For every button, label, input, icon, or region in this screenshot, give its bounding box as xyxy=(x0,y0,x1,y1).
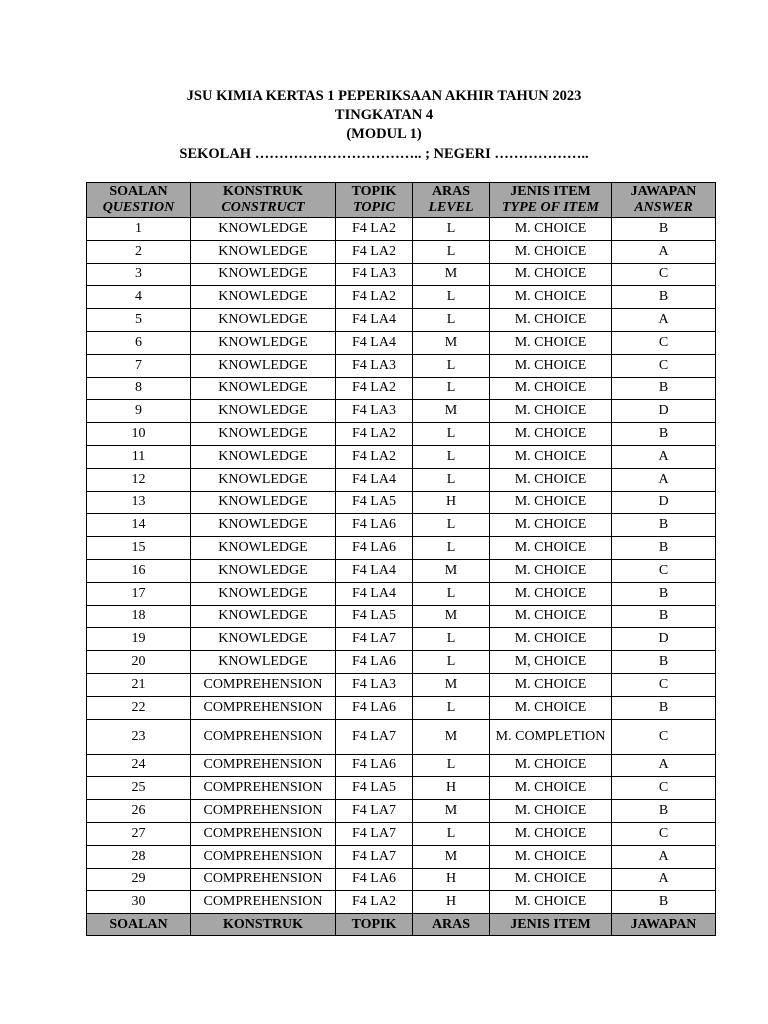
construct-cell: KNOWLEDGE xyxy=(191,559,336,582)
construct-cell: KNOWLEDGE xyxy=(191,218,336,241)
topic-cell: F4 LA2 xyxy=(336,286,413,309)
item-type-cell: M. CHOICE xyxy=(490,377,612,400)
construct-cell: KNOWLEDGE xyxy=(191,423,336,446)
header-topic xyxy=(336,183,413,218)
header-item-type xyxy=(490,183,612,218)
question-number-cell: 5 xyxy=(87,309,191,332)
item-type-cell: M. CHOICE xyxy=(490,400,612,423)
construct-cell: KNOWLEDGE xyxy=(191,309,336,332)
answer-cell: C xyxy=(612,673,716,696)
answer-cell: D xyxy=(612,491,716,514)
topic-cell: F4 LA4 xyxy=(336,468,413,491)
answer-cell: B xyxy=(612,377,716,400)
answer-cell: B xyxy=(612,537,716,560)
table-row xyxy=(87,891,716,914)
topic-cell: F4 LA4 xyxy=(336,331,413,354)
item-type-cell: M. CHOICE xyxy=(490,696,612,719)
level-cell: H xyxy=(413,491,490,514)
header-level xyxy=(413,183,490,218)
level-cell: M xyxy=(413,719,490,754)
level-cell: L xyxy=(413,754,490,777)
level-cell: M xyxy=(413,845,490,868)
answer-cell: A xyxy=(612,754,716,777)
construct-cell: COMPREHENSION xyxy=(191,845,336,868)
topic-cell: F4 LA2 xyxy=(336,423,413,446)
topic-cell: F4 LA6 xyxy=(336,754,413,777)
topic-cell: F4 LA3 xyxy=(336,263,413,286)
level-cell: L xyxy=(413,582,490,605)
answer-cell: C xyxy=(612,263,716,286)
table-row xyxy=(87,263,716,286)
question-number-cell: 24 xyxy=(87,754,191,777)
footer-item-type: JENIS ITEM xyxy=(490,914,612,936)
item-type-cell: M. CHOICE xyxy=(490,240,612,263)
header-label-en: TOPIC xyxy=(353,200,395,215)
header-label: KONSTRUK xyxy=(222,184,304,199)
table-row xyxy=(87,754,716,777)
topic-cell: F4 LA3 xyxy=(336,354,413,377)
level-cell: M xyxy=(413,800,490,823)
header-construct xyxy=(191,183,336,218)
header-label-en: TYPE OF ITEM xyxy=(502,200,599,215)
question-number-cell: 30 xyxy=(87,891,191,914)
topic-cell: F4 LA2 xyxy=(336,891,413,914)
topic-cell: F4 LA7 xyxy=(336,628,413,651)
footer-answer: JAWAPAN xyxy=(612,914,716,936)
table-footer-row xyxy=(87,914,716,936)
topic-cell: F4 LA4 xyxy=(336,582,413,605)
question-number-cell: 4 xyxy=(87,286,191,309)
header-label-en: ANSWER xyxy=(634,200,693,215)
construct-cell: COMPREHENSION xyxy=(191,719,336,754)
form-level: TINGKATAN 4 xyxy=(334,107,434,123)
item-type-cell: M. CHOICE xyxy=(490,822,612,845)
table-row xyxy=(87,377,716,400)
table-row xyxy=(87,445,716,468)
question-number-cell: 18 xyxy=(87,605,191,628)
topic-cell: F4 LA2 xyxy=(336,218,413,241)
question-number-cell: 29 xyxy=(87,868,191,891)
item-type-cell: M. CHOICE xyxy=(490,891,612,914)
answer-cell: A xyxy=(612,240,716,263)
jsu-table xyxy=(86,182,716,936)
construct-cell: KNOWLEDGE xyxy=(191,628,336,651)
item-type-cell: M. CHOICE xyxy=(490,605,612,628)
answer-cell: B xyxy=(612,891,716,914)
question-number-cell: 6 xyxy=(87,331,191,354)
header-question xyxy=(87,183,191,218)
question-number-cell: 20 xyxy=(87,651,191,674)
item-type-cell: M. CHOICE xyxy=(490,309,612,332)
item-type-cell: M. CHOICE xyxy=(490,582,612,605)
question-number-cell: 1 xyxy=(87,218,191,241)
question-number-cell: 16 xyxy=(87,559,191,582)
item-type-cell: M. CHOICE xyxy=(490,423,612,446)
item-type-cell: M. CHOICE xyxy=(490,445,612,468)
construct-cell: KNOWLEDGE xyxy=(191,263,336,286)
table-row xyxy=(87,240,716,263)
topic-cell: F4 LA6 xyxy=(336,651,413,674)
question-number-cell: 12 xyxy=(87,468,191,491)
table-row xyxy=(87,309,716,332)
level-cell: L xyxy=(413,514,490,537)
topic-cell: F4 LA5 xyxy=(336,605,413,628)
table-row xyxy=(87,331,716,354)
header-answer xyxy=(612,183,716,218)
construct-cell: KNOWLEDGE xyxy=(191,445,336,468)
topic-cell: F4 LA3 xyxy=(336,673,413,696)
item-type-cell: M. CHOICE xyxy=(490,491,612,514)
header-label-en: LEVEL xyxy=(428,200,474,215)
table-row xyxy=(87,582,716,605)
module-label: (MODUL 1) xyxy=(346,126,422,142)
topic-cell: F4 LA7 xyxy=(336,822,413,845)
question-number-cell: 11 xyxy=(87,445,191,468)
table-row xyxy=(87,468,716,491)
footer-topic: TOPIK xyxy=(336,914,413,936)
construct-cell: COMPREHENSION xyxy=(191,868,336,891)
construct-cell: KNOWLEDGE xyxy=(191,514,336,537)
topic-cell: F4 LA3 xyxy=(336,400,413,423)
construct-cell: COMPREHENSION xyxy=(191,822,336,845)
answer-cell: B xyxy=(612,286,716,309)
table-row xyxy=(87,537,716,560)
header-label: ARAS xyxy=(431,184,471,199)
level-cell: M xyxy=(413,673,490,696)
construct-cell: COMPREHENSION xyxy=(191,777,336,800)
header-label: TOPIK xyxy=(351,184,397,199)
header-label: SOALAN xyxy=(109,184,168,199)
answer-cell: B xyxy=(612,800,716,823)
table-row xyxy=(87,423,716,446)
document-title: JSU KIMIA KERTAS 1 PEPERIKSAAN AKHIR TAHUN 2023 xyxy=(186,88,582,104)
construct-cell: KNOWLEDGE xyxy=(191,537,336,560)
construct-cell: KNOWLEDGE xyxy=(191,468,336,491)
level-cell: H xyxy=(413,868,490,891)
question-number-cell: 26 xyxy=(87,800,191,823)
construct-cell: KNOWLEDGE xyxy=(191,651,336,674)
answer-cell: C xyxy=(612,559,716,582)
answer-cell: B xyxy=(612,696,716,719)
construct-cell: KNOWLEDGE xyxy=(191,377,336,400)
level-cell: H xyxy=(413,891,490,914)
construct-cell: KNOWLEDGE xyxy=(191,400,336,423)
answer-cell: C xyxy=(612,719,716,754)
item-type-cell: M. CHOICE xyxy=(490,673,612,696)
answer-cell: C xyxy=(612,331,716,354)
question-number-cell: 3 xyxy=(87,263,191,286)
answer-cell: D xyxy=(612,400,716,423)
table-row xyxy=(87,218,716,241)
question-number-cell: 25 xyxy=(87,777,191,800)
construct-cell: COMPREHENSION xyxy=(191,696,336,719)
header-label: JENIS ITEM xyxy=(510,184,591,199)
item-type-cell: M. CHOICE xyxy=(490,845,612,868)
topic-cell: F4 LA5 xyxy=(336,777,413,800)
topic-cell: F4 LA2 xyxy=(336,445,413,468)
level-cell: L xyxy=(413,377,490,400)
table-row xyxy=(87,845,716,868)
construct-cell: KNOWLEDGE xyxy=(191,582,336,605)
level-cell: L xyxy=(413,423,490,446)
level-cell: M xyxy=(413,559,490,582)
question-number-cell: 27 xyxy=(87,822,191,845)
header-label: JAWAPAN xyxy=(630,184,697,199)
topic-cell: F4 LA7 xyxy=(336,719,413,754)
table-body xyxy=(87,218,716,914)
construct-cell: COMPREHENSION xyxy=(191,754,336,777)
table-header-row xyxy=(87,183,716,218)
answer-cell: A xyxy=(612,845,716,868)
table-row xyxy=(87,605,716,628)
level-cell: L xyxy=(413,286,490,309)
topic-cell: F4 LA7 xyxy=(336,845,413,868)
item-type-cell: M. CHOICE xyxy=(490,628,612,651)
answer-cell: B xyxy=(612,423,716,446)
table-row xyxy=(87,514,716,537)
level-cell: L xyxy=(413,651,490,674)
construct-cell: COMPREHENSION xyxy=(191,800,336,823)
table-row xyxy=(87,354,716,377)
level-cell: M xyxy=(413,331,490,354)
level-cell: L xyxy=(413,240,490,263)
table-row xyxy=(87,800,716,823)
answer-cell: B xyxy=(612,514,716,537)
table-row xyxy=(87,286,716,309)
answer-cell: B xyxy=(612,605,716,628)
question-number-cell: 28 xyxy=(87,845,191,868)
construct-cell: KNOWLEDGE xyxy=(191,491,336,514)
question-number-cell: 21 xyxy=(87,673,191,696)
item-type-cell: M. CHOICE xyxy=(490,286,612,309)
construct-cell: KNOWLEDGE xyxy=(191,331,336,354)
topic-cell: F4 LA6 xyxy=(336,868,413,891)
item-type-cell: M. CHOICE xyxy=(490,263,612,286)
construct-cell: KNOWLEDGE xyxy=(191,286,336,309)
item-type-cell: M. CHOICE xyxy=(490,468,612,491)
answer-cell: B xyxy=(612,651,716,674)
level-cell: L xyxy=(413,445,490,468)
topic-cell: F4 LA6 xyxy=(336,514,413,537)
question-number-cell: 7 xyxy=(87,354,191,377)
level-cell: L xyxy=(413,309,490,332)
table-row xyxy=(87,559,716,582)
level-cell: L xyxy=(413,822,490,845)
level-cell: L xyxy=(413,218,490,241)
topic-cell: F4 LA6 xyxy=(336,696,413,719)
topic-cell: F4 LA7 xyxy=(336,800,413,823)
question-number-cell: 19 xyxy=(87,628,191,651)
construct-cell: COMPREHENSION xyxy=(191,673,336,696)
level-cell: L xyxy=(413,537,490,560)
topic-cell: F4 LA2 xyxy=(336,377,413,400)
question-number-cell: 9 xyxy=(87,400,191,423)
question-number-cell: 2 xyxy=(87,240,191,263)
construct-cell: KNOWLEDGE xyxy=(191,354,336,377)
answer-cell: A xyxy=(612,868,716,891)
table-row xyxy=(87,777,716,800)
answer-cell: B xyxy=(612,582,716,605)
header-label-en: CONSTRUCT xyxy=(221,200,305,215)
topic-cell: F4 LA6 xyxy=(336,537,413,560)
item-type-cell: M. CHOICE xyxy=(490,754,612,777)
construct-cell: KNOWLEDGE xyxy=(191,605,336,628)
answer-cell: A xyxy=(612,309,716,332)
item-type-cell: M. CHOICE xyxy=(490,218,612,241)
table-row xyxy=(87,719,716,754)
topic-cell: F4 LA2 xyxy=(336,240,413,263)
answer-cell: B xyxy=(612,218,716,241)
footer-level: ARAS xyxy=(413,914,490,936)
question-number-cell: 13 xyxy=(87,491,191,514)
table-row xyxy=(87,628,716,651)
item-type-cell: M. CHOICE xyxy=(490,868,612,891)
header-label-en: QUESTION xyxy=(102,200,175,215)
topic-cell: F4 LA5 xyxy=(336,491,413,514)
item-type-cell: M. CHOICE xyxy=(490,559,612,582)
level-cell: M xyxy=(413,400,490,423)
level-cell: L xyxy=(413,354,490,377)
answer-cell: C xyxy=(612,777,716,800)
item-type-cell: M. CHOICE xyxy=(490,331,612,354)
level-cell: L xyxy=(413,468,490,491)
item-type-cell: M. CHOICE xyxy=(490,777,612,800)
footer-question: SOALAN xyxy=(87,914,191,936)
topic-cell: F4 LA4 xyxy=(336,309,413,332)
table-row xyxy=(87,491,716,514)
table-row xyxy=(87,673,716,696)
level-cell: H xyxy=(413,777,490,800)
table-row xyxy=(87,400,716,423)
item-type-cell: M, CHOICE xyxy=(490,651,612,674)
level-cell: M xyxy=(413,263,490,286)
construct-cell: COMPREHENSION xyxy=(191,891,336,914)
answer-cell: C xyxy=(612,354,716,377)
item-type-cell: M. CHOICE xyxy=(490,800,612,823)
question-number-cell: 10 xyxy=(87,423,191,446)
topic-cell: F4 LA4 xyxy=(336,559,413,582)
table-row xyxy=(87,868,716,891)
question-number-cell: 14 xyxy=(87,514,191,537)
question-number-cell: 8 xyxy=(87,377,191,400)
level-cell: L xyxy=(413,628,490,651)
question-number-cell: 15 xyxy=(87,537,191,560)
item-type-cell: M. COMPLETION xyxy=(490,719,612,754)
table-row xyxy=(87,822,716,845)
question-number-cell: 17 xyxy=(87,582,191,605)
item-type-cell: M. CHOICE xyxy=(490,354,612,377)
table-row xyxy=(87,696,716,719)
answer-cell: C xyxy=(612,822,716,845)
question-number-cell: 22 xyxy=(87,696,191,719)
answer-cell: D xyxy=(612,628,716,651)
construct-cell: KNOWLEDGE xyxy=(191,240,336,263)
footer-construct: KONSTRUK xyxy=(191,914,336,936)
question-number-cell: 23 xyxy=(87,719,191,754)
table-row xyxy=(87,651,716,674)
answer-cell: A xyxy=(612,445,716,468)
item-type-cell: M. CHOICE xyxy=(490,537,612,560)
level-cell: M xyxy=(413,605,490,628)
school-state-line: SEKOLAH …………………………….. ; NEGERI ……………….. xyxy=(179,146,589,162)
level-cell: L xyxy=(413,696,490,719)
answer-cell: A xyxy=(612,468,716,491)
item-type-cell: M. CHOICE xyxy=(490,514,612,537)
